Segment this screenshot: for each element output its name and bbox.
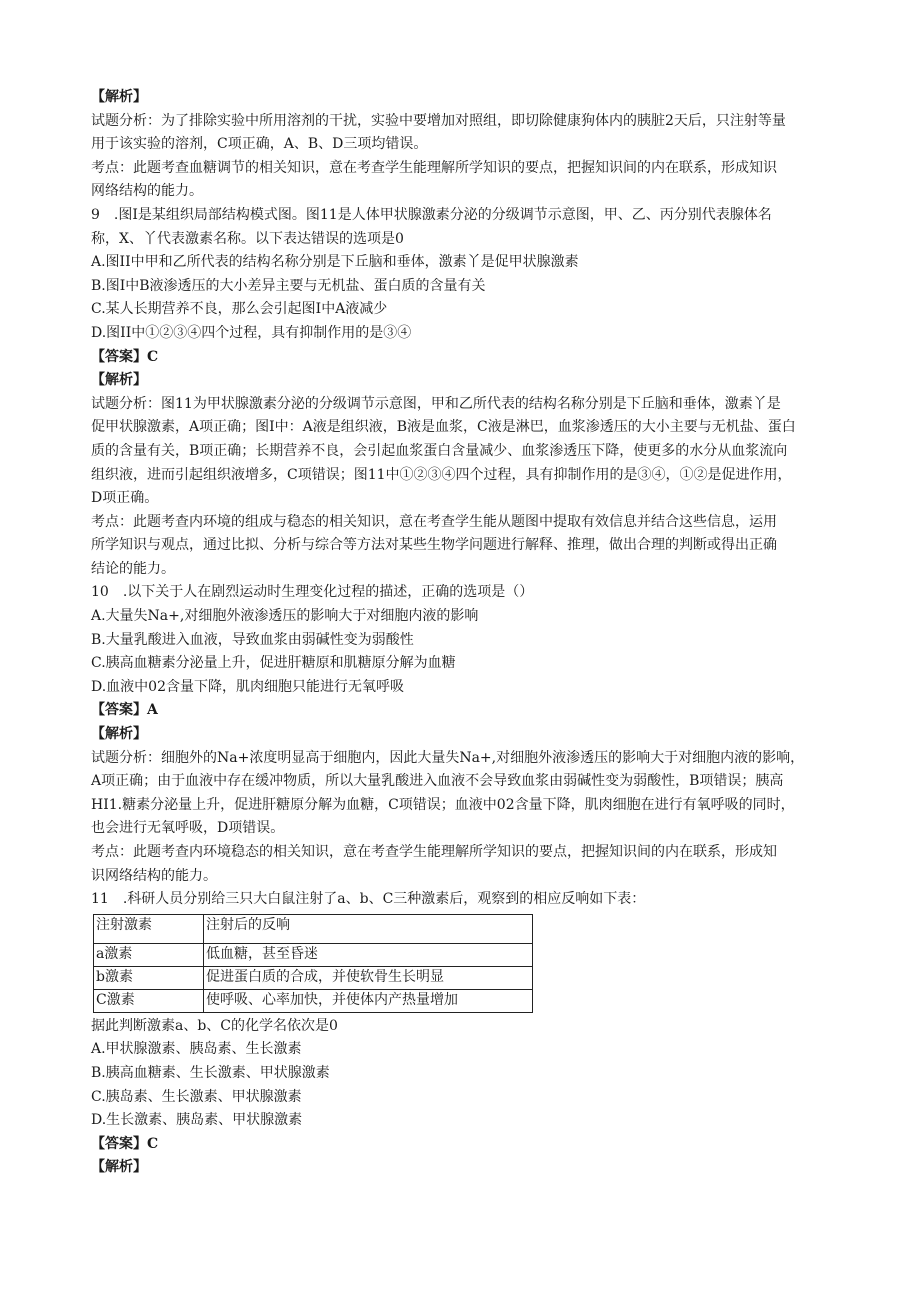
- question-11-stem: 11 .科研人员分别给三只大白鼠注射了a、b、C三种激素后，观察到的相应反响如下表：: [91, 891, 646, 908]
- table-header-cell: 注射后的反响: [204, 914, 533, 943]
- key-point-text: 网络结构的能力。: [91, 183, 203, 200]
- key-point-text: 所学知识与观点，通过比拟、分析与综合等方法对某些生物学问题进行解释、推理，做出合理的判断或得出正确: [91, 537, 777, 554]
- key-point-text: 考点：此题考查内环境稳态的相关知识，意在考查学生能理解所学知识的要点，把握知识间的内在联系，形成知: [91, 844, 777, 860]
- table-row: [94, 943, 533, 966]
- analysis-text: HI1.糖素分泌量上升，促进肝糖原分解为血糖，C项错误；血液中02含量下降，肌肉细胞在进行有氧呼吸的同时，: [91, 796, 795, 813]
- analysis-text: 促甲状腺激素，A项正确；图I中：A液是组织液，B液是血浆，C液是淋巴，血浆渗透压的大小主要与无机盐、蛋白: [91, 419, 796, 436]
- analysis-text: 试题分析：为了排除实验中所用溶剂的干扰，实验中要增加对照组，即切除健康狗体内的胰脏2天后，只注射等量: [91, 112, 786, 129]
- analysis-heading: 【解析】: [91, 1159, 147, 1176]
- analysis-text: 组织液，进而引起组织液增多，C项错误；图11中①②③④四个过程，具有抑制作用的是③④，①②是促进作用，: [91, 466, 792, 483]
- question-10-option-c: C.胰高血糖素分泌量上升，促进肝糖原和肌糖原分解为血糖: [91, 655, 456, 672]
- question-11-option-c: C.胰岛素、生长激素、甲状腺激素: [91, 1088, 302, 1105]
- table-cell: 使呼吸、心率加快，并使体内产热量增加: [204, 989, 533, 1012]
- question-9-option-c: C.某人长期营养不良，那么会引起图I中A液减少: [91, 301, 388, 318]
- question-11-option-b: B.胰高血糖素、生长激素、甲状腺激素: [91, 1064, 330, 1081]
- question-11-option-d: D.生长激素、胰岛素、甲状腺激素: [91, 1112, 303, 1129]
- question-10-stem: 10 .以下关于人在剧烈运动时生理变化过程的描述，正确的选项是（）: [91, 584, 534, 601]
- key-point-text: 结论的能力。: [91, 560, 175, 577]
- table-cell: b激素: [94, 966, 204, 989]
- analysis-text: 质的含量有关，B项正确；长期营养不良，会引起血浆蛋白含量减少、血浆渗透压下降，使更多的水分从血浆流向: [91, 442, 788, 459]
- table-cell: 低血糖，甚至昏迷: [204, 943, 533, 966]
- question-9-answer: 【答案】C: [91, 348, 159, 365]
- analysis-heading: 【解析】: [91, 726, 147, 743]
- table-row: [94, 989, 533, 1012]
- key-point-text: 识网络结构的能力。: [91, 867, 217, 884]
- key-point-text: 考点：此题考查内环境的组成与稳态的相关知识，意在考查学生能从题图中提取有效信息并结合这些信息，运用: [91, 513, 777, 530]
- table-header-cell: 注射激素: [94, 914, 204, 943]
- question-9-option-d: D.图II中①②③④四个过程，具有抑制作用的是③④: [91, 324, 412, 341]
- question-10-answer: 【答案】A: [91, 702, 158, 719]
- analysis-text: A项正确；由于血液中存在缓冲物质，所以大量乳酸进入血液不会导致血浆由弱碱性变为弱酸性，B项错误；胰高: [91, 773, 784, 790]
- question-11-answer: 【答案】C: [91, 1135, 159, 1152]
- analysis-heading: 【解析】: [91, 372, 147, 389]
- question-9-option-a: A.图II中甲和乙所代表的结构名称分别是下丘脑和垂体，激素丫是促甲状腺激素: [91, 254, 579, 271]
- question-10-option-d: D.血液中02含量下降，肌肉细胞只能进行无氧呼吸: [91, 678, 404, 695]
- table-row: [94, 966, 533, 989]
- table-cell: 促进蛋白质的合成，并使软骨生长明显: [204, 966, 533, 989]
- analysis-text: 用于该实验的溶剂，C项正确，A、B、D三项均错误。: [91, 136, 428, 153]
- question-9-stem: 9 .图I是某组织局部结构模式图。图11是人体甲状腺激素分泌的分级调节示意图，甲、乙、丙分别代表腺体名: [91, 206, 772, 223]
- analysis-text: 也会进行无氧呼吸，D项错误。: [91, 820, 285, 837]
- table-header-row: [94, 914, 533, 943]
- analysis-text: 试题分析：图11为甲状腺激素分泌的分级调节示意图，甲和乙所代表的结构名称分别是下丘脑和垂体，激素丫是: [91, 395, 781, 412]
- table-cell: a激素: [94, 943, 204, 966]
- question-9-stem: 称，X、丫代表激素名称。以下表达错误的选项是0: [91, 230, 404, 247]
- question-10-option-a: A.大量失Na+,对细胞外液渗透压的影响大于对细胞内液的影响: [91, 608, 479, 625]
- table-cell: C激素: [94, 989, 204, 1012]
- question-11-stem: 据此判断激素a、b、C的化学名依次是0: [91, 1017, 338, 1034]
- analysis-text: 试题分析：细胞外的Na+浓度明显高于细胞内，因此大量失Na+,对细胞外液渗透压的影响大于对细胞内液的影响，: [91, 749, 805, 766]
- question-11-option-a: A.甲状腺激素、胰岛素、生长激素: [91, 1041, 302, 1058]
- question-9-option-b: B.图I中B液渗透压的大小差异主要与无机盐、蛋白质的含量有关: [91, 277, 486, 294]
- hormone-response-table: [93, 914, 533, 1013]
- analysis-text: D项正确。: [91, 490, 159, 507]
- key-point-text: 考点：此题考查血糖调节的相关知识，意在考查学生能理解所学知识的要点，把握知识间的内在联系，形成知识: [91, 159, 777, 176]
- analysis-heading: 【解析】: [91, 89, 147, 105]
- question-10-option-b: B.大量乳酸进入血液，导致血浆由弱碱性变为弱酸性: [91, 631, 414, 648]
